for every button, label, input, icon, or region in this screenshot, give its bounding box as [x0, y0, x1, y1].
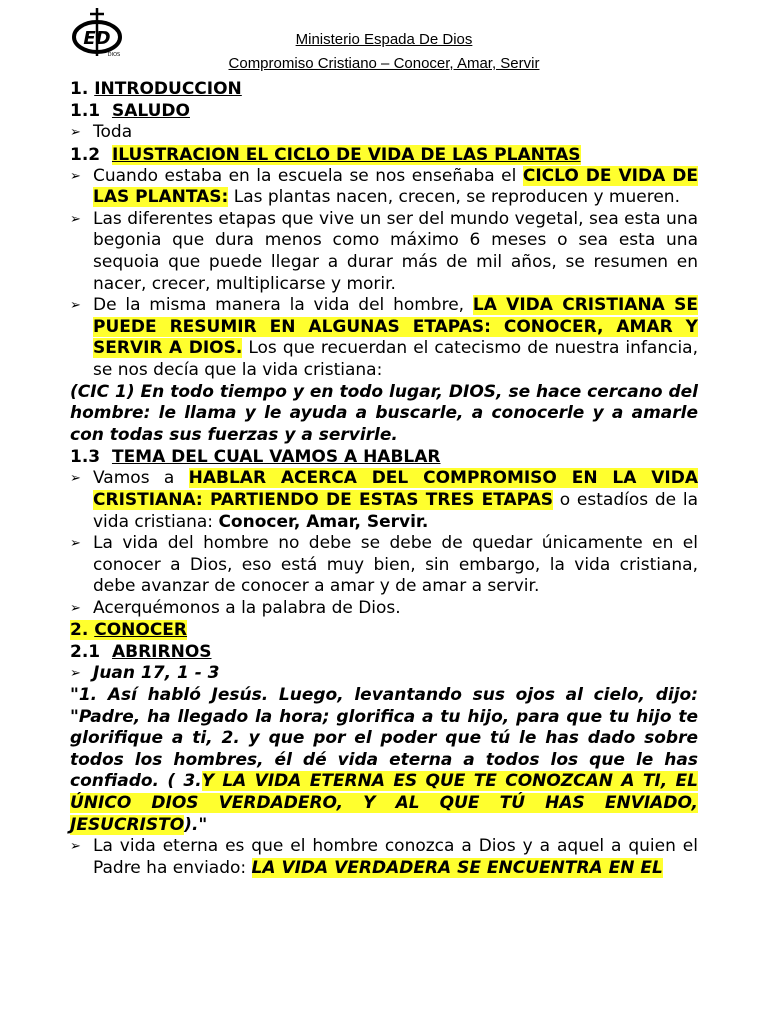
- list-item: ➢ De la misma manera la vida del hombre, LA VIDA CRISTIANA SE PUEDE RESUMIR EN ALGUNAS ETAPAS: CONOCER, AMAR Y SERVIR A DIOS. Los que recuerdan el catecismo de nuestra infancia, se nos decía que la vida cristiana:: [70, 295, 698, 380]
- arrow-bullet-icon: ➢: [70, 211, 81, 227]
- header-org: Ministerio Espada De Dios: [295, 31, 473, 48]
- svg-text:DIOS: DIOS: [107, 52, 121, 58]
- arrow-bullet-icon: ➢: [70, 600, 81, 616]
- list-item: ➢ Acerquémonos a la palabra de Dios.: [70, 597, 401, 618]
- arrow-bullet-icon: ➢: [70, 168, 81, 184]
- scripture-reference: ➢ Juan 17, 1 - 3: [70, 663, 220, 684]
- heading-2: 2. CONOCER: [70, 620, 188, 641]
- heading-1-3: 1.3 TEMA DEL CUAL VAMOS A HABLAR: [70, 447, 441, 468]
- heading-1-2: 1.2 ILUSTRACION EL CICLO DE VIDA DE LAS PLANTAS: [70, 144, 581, 165]
- list-item: ➢ Las diferentes etapas que vive un ser del mundo vegetal, sea esta una begonia que dura menos como máximo 6 meses o sea esta una sequoia que puede llegar a durar más de mil años, se resumen en nacer, crecer, multiplicarse y morir.: [70, 208, 698, 294]
- list-item: ➢ Toda: [70, 122, 133, 142]
- list-item: ➢ Vamos a HABLAR ACERCA DEL COMPROMISO EN LA VIDA CRISTIANA: PARTIENDO DE ESTAS TRES ETAPAS o estadíos de la vida cristiana: Conocer, Amar, Servir.: [70, 468, 699, 532]
- catechism-quote: (CIC 1) En todo tiempo y en todo lugar, DIOS, se hace cercano del hombre: le llama y le ayuda a buscarle, a conocerle y a amarle con todas sus fuerzas y a servirle.: [70, 381, 698, 445]
- document-body: [70, 78, 698, 879]
- list-item: ➢ La vida del hombre no debe se debe de quedar únicamente en el conocer a Dios, eso está muy bien, sin embargo, la vida cristiana, debe avanzar de conocer a amar y de amar a servir.: [70, 533, 698, 597]
- arrow-bullet-icon: ➢: [70, 666, 81, 682]
- scripture-verse: "1. Así habló Jesús. Luego, levantando sus ojos al cielo, dijo: "Padre, ha llegado la hora; glorifica a tu hijo, para que tu hijo te glorifique a ti, 2. y que por el poder que tú le has dado sobre todos los hombres, él dé vida eterna a todos los que le has confiado. ( 3.Y LA VIDA ETERNA ES QUE TE CONOZCAN A TI, EL ÚNICO DIOS VERDADERO, Y AL QUE TÚ HAS ENVIADO, JESUCRISTO).": [70, 685, 698, 835]
- heading-2-1: 2.1 ABRIRNOS: [70, 642, 212, 663]
- list-item: ➢ La vida eterna es que el hombre conozca a Dios y a aquel a quien el Padre ha enviado: LA VIDA VERDADERA SE ENCUENTRA EN EL: [70, 836, 698, 878]
- arrow-bullet-icon: ➢: [70, 536, 81, 552]
- heading-1: 1. INTRODUCCION: [70, 79, 242, 99]
- arrow-bullet-icon: ➢: [70, 125, 81, 140]
- list-item: ➢ Cuando estaba en la escuela se nos enseñaba el CICLO DE VIDA DE LAS PLANTAS: Las plantas nacen, crecen, se reproducen y mueren.: [70, 165, 698, 208]
- arrow-bullet-icon: ➢: [70, 839, 81, 855]
- arrow-bullet-icon: ➢: [70, 471, 81, 487]
- svg-text:ED: ED: [83, 28, 111, 49]
- arrow-bullet-icon: ➢: [70, 298, 81, 314]
- header-subtitle: Compromiso Cristiano – Conocer, Amar, Servir: [228, 55, 540, 72]
- heading-1-1: 1.1 SALUDO: [70, 101, 190, 121]
